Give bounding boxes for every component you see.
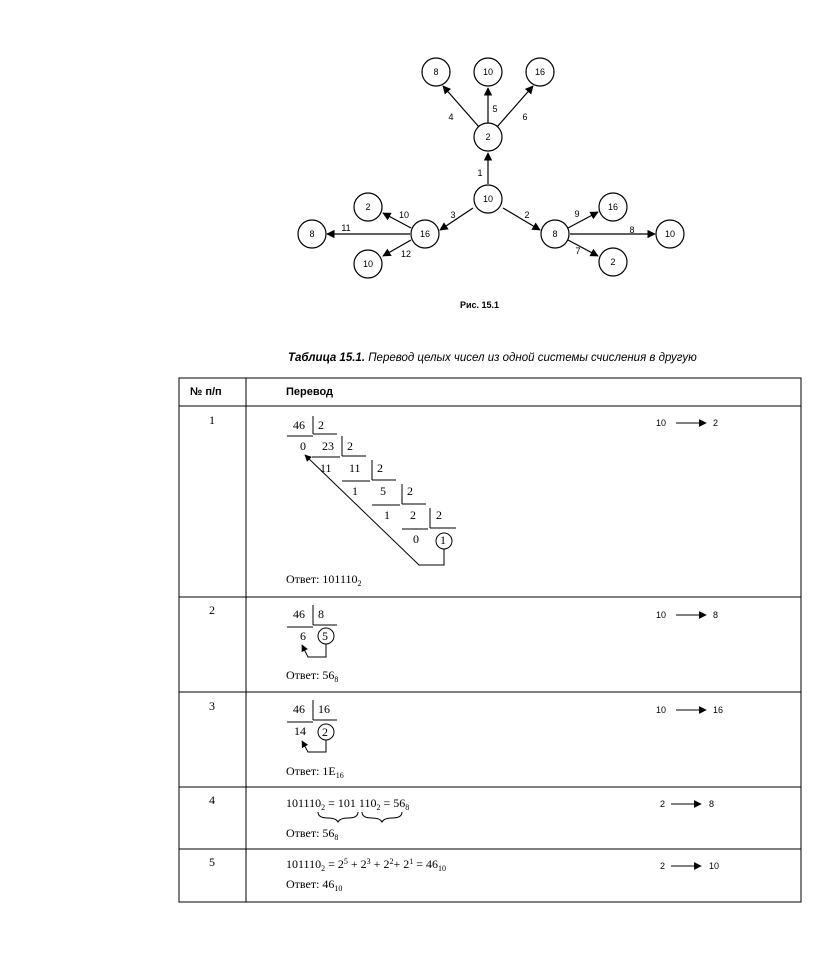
answer-row4 xyxy=(286,826,338,841)
node-label: 10 xyxy=(482,194,494,204)
expression-row5 xyxy=(286,857,446,872)
edge-line xyxy=(497,86,533,127)
edge-line xyxy=(503,208,540,230)
edge-label: 1 xyxy=(477,168,483,178)
power-exp: 2 xyxy=(389,857,394,866)
node-label: 16 xyxy=(419,229,431,239)
direction-to: 8 xyxy=(709,799,715,809)
last-quotient: 1 xyxy=(440,533,446,547)
node-label: 10 xyxy=(482,67,494,77)
answer-base: 2 xyxy=(357,579,362,588)
edge-label: 7 xyxy=(575,246,581,256)
direction-from: 2 xyxy=(660,861,666,871)
node-label: 10 xyxy=(362,259,374,269)
expr-base: 2 xyxy=(321,803,326,812)
answer-label: Ответ: xyxy=(286,572,320,586)
answer-label: Ответ: xyxy=(286,826,320,840)
edge-line xyxy=(568,212,598,228)
edge-label: 8 xyxy=(629,225,635,235)
direction-to: 10 xyxy=(709,861,720,871)
edge-label: 6 xyxy=(522,112,528,122)
answer-row2 xyxy=(286,668,338,683)
edge-label: 4 xyxy=(448,112,454,122)
division-scheme-row1 xyxy=(287,416,456,565)
table-caption-text: Перевод целых чисел из одной системы счисления в другую xyxy=(368,352,697,364)
node-label: 16 xyxy=(534,67,546,77)
divisor: 8 xyxy=(318,607,324,621)
dividend: 46 xyxy=(293,418,305,432)
expr-rhs: 46 xyxy=(426,857,439,871)
answer-label: Ответ: xyxy=(286,877,320,891)
direction-arrows xyxy=(671,423,706,866)
quotient: 2 xyxy=(410,508,416,522)
quotient: 23 xyxy=(322,439,334,453)
edge-label: 11 xyxy=(341,223,351,233)
direction-to: 8 xyxy=(713,610,719,620)
expr-group: 101 xyxy=(337,796,356,810)
answer-value: 56 xyxy=(322,668,335,682)
plus-sign: + xyxy=(350,857,358,871)
node-label: 8 xyxy=(552,229,558,239)
remainder: 1 xyxy=(352,484,358,498)
answer-row5 xyxy=(286,877,342,892)
answer-value: 56 xyxy=(322,826,335,840)
expression-row4 xyxy=(286,796,409,811)
equals-sign: = xyxy=(416,857,424,871)
power-base: 2 xyxy=(403,857,410,871)
answer-value: 1E xyxy=(322,764,336,778)
dividend: 46 xyxy=(293,607,305,621)
direction-to: 16 xyxy=(713,705,724,715)
header-conversion: Перевод xyxy=(286,386,334,398)
expr-base: 2 xyxy=(376,803,381,812)
power-base: 2 xyxy=(360,857,367,871)
divisor: 2 xyxy=(377,461,383,475)
answer-base: 10 xyxy=(334,884,343,893)
plus-sign: + xyxy=(393,857,401,871)
answer-base: 8 xyxy=(334,675,339,684)
direction-from: 10 xyxy=(656,610,667,620)
answer-row3 xyxy=(286,764,344,779)
expr-lhs: 101110 xyxy=(286,857,322,871)
remainder: 6 xyxy=(300,629,306,643)
remainder: 0 xyxy=(413,532,419,546)
power-base: 2 xyxy=(383,857,390,871)
edge-label: 5 xyxy=(492,104,498,114)
grouping-braces xyxy=(318,812,402,822)
node-label: 16 xyxy=(607,202,619,212)
node-label: 2 xyxy=(485,132,491,142)
answer-row1 xyxy=(286,572,362,587)
equals-sign: = xyxy=(328,796,335,810)
row-number: 2 xyxy=(209,603,215,617)
node-label: 10 xyxy=(664,229,676,239)
quotient: 2 xyxy=(322,725,328,739)
quotient: 5 xyxy=(322,629,328,643)
answer-value: 46 xyxy=(322,877,335,891)
plus-sign: + xyxy=(373,857,381,871)
equals-sign: = xyxy=(383,796,391,810)
row-number: 4 xyxy=(209,793,215,807)
answer-label: Ответ: xyxy=(286,668,320,682)
table-border xyxy=(179,378,801,902)
table-caption-number: Таблица 15.1. xyxy=(288,352,366,364)
node-label: 8 xyxy=(309,229,315,239)
divisor: 2 xyxy=(318,418,324,432)
divisor: 16 xyxy=(318,702,330,716)
figure-caption: Рис. 15.1 xyxy=(460,300,500,310)
edge-line xyxy=(440,208,473,230)
answer-base: 16 xyxy=(335,771,344,780)
direction-from: 10 xyxy=(656,705,667,715)
row-number: 3 xyxy=(209,699,215,713)
dividend: 46 xyxy=(293,702,305,716)
node-label: 2 xyxy=(365,202,371,212)
row-number: 5 xyxy=(209,855,215,869)
answer-label: Ответ: xyxy=(286,764,320,778)
remainder: 14 xyxy=(294,724,306,738)
direction-from: 2 xyxy=(660,799,666,809)
header-number: № п/п xyxy=(190,386,222,398)
divisor: 2 xyxy=(347,439,353,453)
answer-value: 101110 xyxy=(322,572,358,586)
direction-to: 2 xyxy=(713,418,719,428)
equals-sign: = xyxy=(328,857,335,871)
power-exp: 3 xyxy=(366,857,371,866)
expr-group: 110 xyxy=(358,796,377,810)
divisor: 2 xyxy=(436,508,442,522)
row-number: 1 xyxy=(209,413,215,427)
table-caption xyxy=(288,352,697,364)
remainder: 11 xyxy=(320,461,332,475)
edge-label: 3 xyxy=(450,210,456,220)
power-exp: 1 xyxy=(409,857,414,866)
answer-base: 8 xyxy=(334,833,339,842)
expr-base: 2 xyxy=(321,864,326,873)
edge-label: 10 xyxy=(398,210,410,220)
expr-lhs: 101110 xyxy=(286,796,322,810)
edge-line xyxy=(568,240,598,256)
expr-base: 8 xyxy=(405,803,410,812)
edge-label: 12 xyxy=(400,249,412,259)
node-label: 2 xyxy=(610,257,616,267)
expr-rhs: 56 xyxy=(393,796,406,810)
power-base: 2 xyxy=(337,857,344,871)
quotient: 5 xyxy=(380,484,386,498)
quotient: 11 xyxy=(349,461,361,475)
direction-from: 10 xyxy=(656,418,667,428)
divisor: 2 xyxy=(407,484,413,498)
edge-label: 2 xyxy=(524,210,530,220)
remainder: 1 xyxy=(384,508,390,522)
node-label: 8 xyxy=(433,67,439,77)
power-exp: 5 xyxy=(343,857,348,866)
remainder: 0 xyxy=(300,439,306,453)
edge-label: 9 xyxy=(574,209,580,219)
expr-base: 10 xyxy=(438,864,447,873)
